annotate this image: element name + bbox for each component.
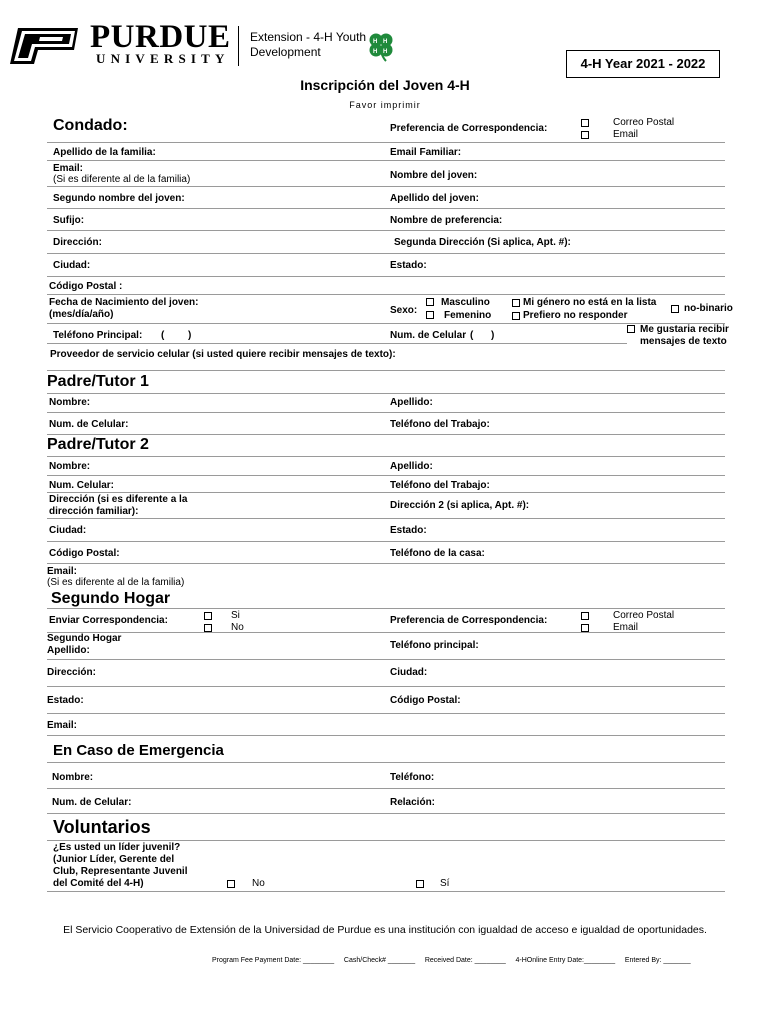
rule [47, 160, 725, 161]
guardian1-title: Padre/Tutor 1 [47, 373, 149, 390]
rule [47, 563, 725, 564]
second-home-city-label: Ciudad: [390, 667, 428, 678]
emergency-name-label: Nombre: [52, 772, 94, 783]
guardian1-first-name-label: Nombre: [49, 397, 91, 408]
county-label: Condado: [53, 117, 128, 134]
gender-not-listed-checkbox[interactable] [512, 299, 520, 307]
svg-text:H: H [373, 49, 378, 55]
preferred-name-label: Nombre de preferencia: [390, 215, 503, 226]
email-checkbox[interactable] [581, 131, 589, 139]
send-correspondence-label: Enviar Correspondencia: [49, 615, 168, 626]
guardian2-address-label-line1: Dirección (si es diferente a la [49, 494, 188, 505]
youth-email-note: (Si es diferente al de la familia) [53, 174, 191, 185]
rule [47, 370, 725, 371]
guardian1-work-phone-label: Teléfono del Trabajo: [390, 419, 490, 430]
four-h-clover-icon [366, 30, 396, 62]
guardian2-city-label: Ciudad: [49, 525, 87, 536]
rule [47, 788, 725, 789]
second-home-main-phone-label: Teléfono principal: [390, 640, 479, 651]
purdue-logo [8, 19, 232, 70]
guardian2-address-label-line2: dirección familiar): [49, 506, 139, 517]
guardian2-state-label: Estado: [390, 525, 427, 536]
email-option: Email [613, 129, 639, 140]
youth-email-label: Email: [53, 163, 84, 174]
correspondence-preference-label: Preferencia de Correspondencia: [390, 123, 548, 134]
second-home-state-label: Estado: [47, 695, 84, 706]
second-home-email-option: Email [613, 622, 639, 633]
second-home-mail-option: Correo Postal [613, 610, 675, 621]
cell-paren-close: ) [491, 330, 495, 341]
guardian2-work-phone-label: Teléfono del Trabajo: [390, 480, 490, 491]
send-yes-option: Si [231, 610, 240, 621]
male-option: Masculino [441, 297, 490, 308]
family-last-name-label: Apellido de la familia: [53, 147, 156, 158]
year-box [566, 50, 720, 78]
rule [47, 840, 725, 841]
leader-yes-option: Sí [440, 878, 450, 889]
address-label: Dirección: [53, 237, 102, 248]
rule [47, 253, 725, 254]
second-home-title: Segundo Hogar [51, 590, 171, 607]
rule [47, 323, 725, 324]
nonbinary-option: no-binario [684, 303, 733, 314]
mail-checkbox[interactable] [581, 119, 589, 127]
guardian2-zip-label: Código Postal: [49, 548, 120, 559]
sex-label: Sexo: [390, 305, 418, 316]
rule [47, 456, 725, 457]
rule [47, 142, 725, 143]
rule [47, 412, 725, 413]
form-title: Inscripción del Joven 4-H [300, 77, 470, 93]
rule [47, 294, 725, 295]
rule [47, 659, 725, 660]
rule [47, 735, 725, 736]
second-home-email-label: Email: [47, 720, 78, 731]
rule [47, 230, 725, 231]
extension-name-line2: Development [250, 45, 321, 59]
female-checkbox[interactable] [426, 311, 434, 319]
guardian1-cell-label: Num. de Celular: [49, 419, 129, 430]
svg-text:H: H [383, 49, 388, 55]
guardian2-email-note: (Si es diferente al de la familia) [47, 577, 185, 588]
year-label: 4-H Year 2021 - 2022 [580, 56, 706, 71]
rule [47, 541, 725, 542]
guardian2-home-phone-label: Teléfono de la casa: [390, 548, 485, 559]
rule [47, 186, 725, 187]
rule [47, 208, 725, 209]
second-home-email-checkbox[interactable] [581, 624, 589, 632]
emergency-phone-label: Teléfono: [390, 772, 435, 783]
birthdate-label: Fecha de Nacimiento del joven: [49, 297, 199, 308]
rule [47, 686, 725, 687]
send-no-checkbox[interactable] [204, 624, 212, 632]
second-home-zip-label: Código Postal: [390, 695, 461, 706]
second-home-last-name-line1: Segundo Hogar [47, 633, 122, 644]
rule [47, 343, 627, 344]
cell-paren-open: ( [470, 330, 474, 341]
rule [47, 762, 725, 763]
emergency-title: En Caso de Emergencia [53, 742, 224, 759]
rule [47, 608, 725, 609]
volunteers-title: Voluntarios [53, 817, 151, 837]
text-messages-option-line1: Me gustaria recibir [640, 324, 729, 335]
rule [47, 632, 725, 633]
phone-paren-close: ) [188, 330, 192, 341]
female-option: Femenino [444, 310, 492, 321]
phone-paren-open: ( [161, 330, 165, 341]
emergency-cell-label: Num. de Celular: [52, 797, 132, 808]
youth-last-name-label: Apellido del joven: [390, 193, 479, 204]
youth-leader-question-line2: (Junior Líder, Gerente del [53, 854, 175, 865]
cell-phone-label: Num. de Celular [390, 330, 467, 341]
office-use-line: Program Fee Payment Date: ________ Cash/Check# _______ Received Date: ________ 4-HOnline Entry Date:________ Entered By: _______ [212, 957, 691, 964]
rule [47, 813, 725, 814]
state-label: Estado: [390, 260, 427, 271]
guardian2-last-name-label: Apellido: [390, 461, 433, 472]
mail-option: Correo Postal [613, 117, 675, 128]
send-no-option: No [231, 622, 244, 633]
youth-leader-question-line1: ¿Es usted un líder juvenil? [53, 842, 181, 853]
rule [47, 891, 725, 892]
main-phone-label: Teléfono Principal: [53, 330, 143, 341]
prefer-not-option: Prefiero no responder [523, 310, 628, 321]
gender-not-listed-option: Mi género no está en la lista [523, 297, 657, 308]
university-wordmark: UNIVERSITY [96, 51, 230, 66]
family-email-label: Email Familiar: [390, 147, 462, 158]
city-label: Ciudad: [53, 260, 91, 271]
rule [47, 492, 725, 493]
rule [47, 276, 725, 277]
equal-opportunity-statement: El Servicio Cooperativo de Extensión de la Universidad de Purdue es una institución con igualdad de acceso e igualdad de oportunidades. [63, 924, 707, 936]
guardian2-email-label: Email: [47, 566, 78, 577]
leader-no-checkbox[interactable] [227, 880, 235, 888]
birthdate-format: (mes/día/año) [49, 309, 114, 320]
carrier-label: Proveedor de servicio celular (si usted quiere recibir mensajes de texto): [50, 349, 396, 360]
svg-text:H: H [373, 39, 378, 45]
guardian2-first-name-label: Nombre: [49, 461, 91, 472]
zip-label: Código Postal : [49, 281, 123, 292]
print-instruction: Favor imprimir [349, 100, 421, 110]
emergency-relation-label: Relación: [390, 797, 436, 808]
prefer-not-checkbox[interactable] [512, 312, 520, 320]
rule [47, 393, 725, 394]
male-checkbox[interactable] [426, 298, 434, 306]
rule [47, 434, 725, 435]
header-divider [238, 26, 239, 66]
leader-no-option: No [252, 878, 265, 889]
youth-first-name-label: Nombre del joven: [390, 170, 478, 181]
purdue-wordmark: PURDUE [90, 19, 231, 55]
second-home-last-name-line2: Apellido: [47, 645, 90, 656]
second-home-address-label: Dirección: [47, 667, 96, 678]
text-messages-checkbox[interactable] [627, 325, 635, 333]
address2-label: Segunda Dirección (Si aplica, Apt. #): [394, 237, 571, 248]
rule [47, 713, 725, 714]
suffix-label: Sufijo: [53, 215, 85, 226]
send-yes-checkbox[interactable] [204, 612, 212, 620]
second-home-correspondence-label: Preferencia de Correspondencia: [390, 615, 548, 626]
guardian2-address2-label: Dirección 2 (si aplica, Apt. #): [390, 500, 530, 511]
guardian1-last-name-label: Apellido: [390, 397, 433, 408]
guardian2-title: Padre/Tutor 2 [47, 436, 149, 453]
nonbinary-checkbox[interactable] [671, 305, 679, 313]
svg-text:H: H [383, 39, 388, 45]
extension-name-line1: Extension - 4-H Youth [250, 30, 367, 44]
rule [47, 475, 725, 476]
middle-name-label: Segundo nombre del joven: [53, 193, 185, 204]
leader-yes-checkbox[interactable] [416, 880, 424, 888]
second-home-mail-checkbox[interactable] [581, 612, 589, 620]
rule [47, 518, 725, 519]
youth-leader-question-line3: Club, Representante Juvenil [53, 866, 188, 877]
purdue-p-mark-icon [8, 26, 84, 66]
guardian2-cell-label: Num. Celular: [49, 480, 115, 491]
youth-leader-question-line4: del Comité del 4-H) [53, 878, 144, 889]
text-messages-option-line2: mensajes de texto [640, 336, 727, 347]
